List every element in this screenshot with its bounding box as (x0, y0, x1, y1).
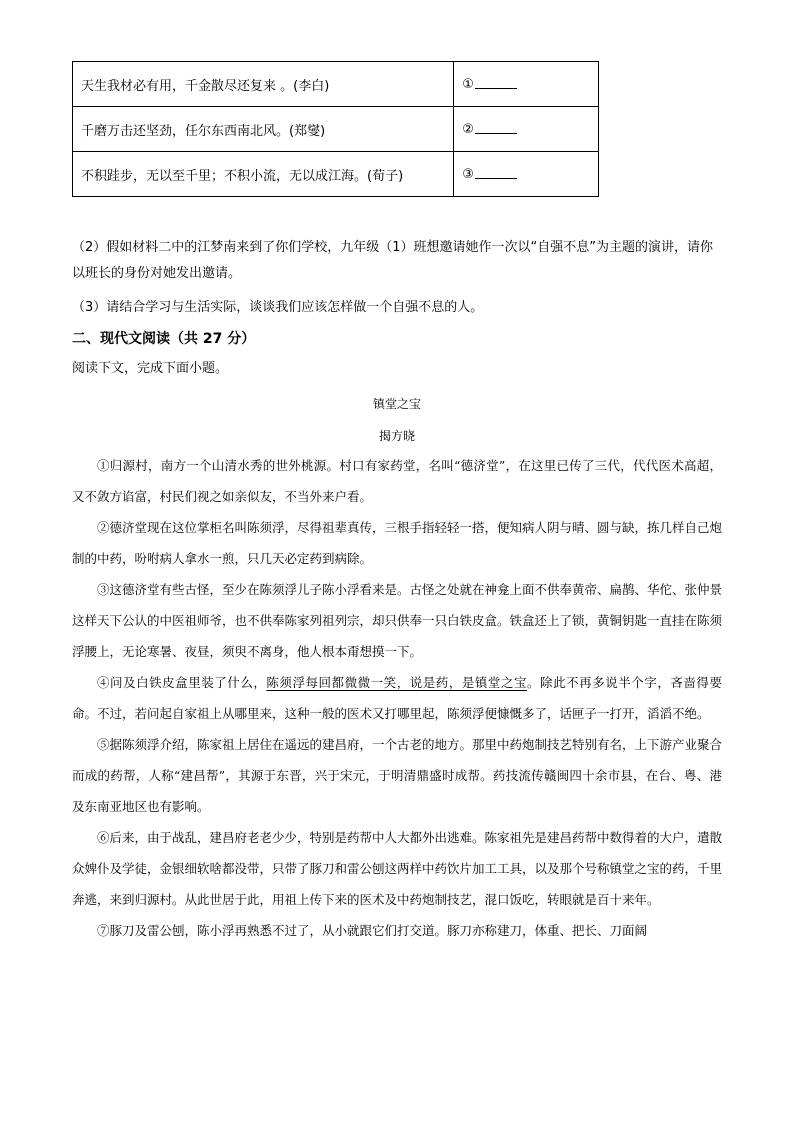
article-body (72, 450, 722, 946)
section-heading: 二、现代文阅读（共 27 分） (72, 331, 256, 347)
paragraph-4-start: ④问及白铁皮盒里装了什么， (97, 675, 267, 690)
answer-blank[interactable] (475, 76, 517, 89)
answer-blank[interactable] (475, 121, 517, 134)
paragraph-7: ⑦豚刀及雷公刨，陈小浮再熟悉不过了，从小就跟它们打交道。豚刀亦称建刀，体重、把长、刀面阔 (97, 923, 648, 938)
quote-cell: 天生我材必有用，千金散尽还复来 。(李白) (73, 62, 454, 107)
question-2: （2）假如材料二中的江梦南来到了你们学校，九年级（1）班想邀请她作一次以“自强不息”为主题的演讲，请你以班长的身份对她发出邀请。 (72, 240, 714, 281)
answer-cell (454, 107, 599, 152)
answer-label: ② (462, 122, 474, 137)
paragraph-1: ①归源村，南方一个山清水秀的世外桃源。村口有家药堂，名叫“德济堂”，在这里已传了三代，代代医术高超，又不敛方谄富，村民们视之如亲似友，不当外来户看。 (72, 458, 722, 504)
paragraph-5: ⑤据陈须浮介绍，陈家祖上居住在遥远的建昌府，一个古老的地方。那里中药炮制技艺特别有名，上下游产业聚合而成的药帮，人称“建昌帮”，其源于东晋，兴于宋元，于明清鼎盛时成帮。药技流传赣闽四十余市县，在台、粤、港及东南亚地区也有影响。 (72, 737, 723, 814)
question-3: （3）请结合学习与生活实际，谈谈我们应该怎样做一个自强不息的人。 (72, 300, 484, 315)
answer-cell (454, 152, 599, 197)
underlined-sentence: 陈须浮每回都微微一笑，说是药，是镇堂之宝 (266, 675, 528, 690)
table-row (73, 62, 599, 107)
paragraph-4-end: 。除此不再多说半个字，吝啬得要命。不过，若问起自家祖上从哪里来，这种一般的医术又打哪里起，陈须浮便慷慨多了，话匣子一打开，滔滔不绝。 (72, 675, 722, 721)
paragraph-6: ⑥后来，由于战乱，建昌府老老少少，特别是药帮中人大都外出逃难。陈家祖先是建昌药帮中数得着的大户，遣散众婢仆及学徒，金银细软啥都没带，只带了豚刀和雷公刨这两样中药饮片加工工具，以及那个号称镇堂之宝的药，千里奔逃，来到归源村。从此世居于此，用祖上传下来的医术及中药炮制技艺，混口饭吃，转眼就是百十来年。 (72, 830, 723, 907)
article-author: 揭方晓 (378, 429, 415, 443)
answer-label: ① (462, 77, 474, 92)
paragraph-2: ②德济堂现在这位掌柜名叫陈须浮，尽得祖辈真传，三根手指轻轻一搭，便知病人阴与晴、圆与缺，拣几样自己炮制的中药，吩咐病人拿水一煎，只几天必定药到病除。 (72, 520, 723, 566)
quotes-table (72, 61, 599, 197)
paragraph-3: ③这德济堂有些古怪，至少在陈须浮儿子陈小浮看来是。古怪之处就在神龛上面不供奉黄帝、扁鹊、华佗、张仲景这样天下公认的中医祖师爷，也不供奉陈家列祖列宗，却只供奉一只白铁皮盒。铁盒还上了锁，黄铜钥匙一直挂在陈须浮腰上，无论寒暑、夜昼，须臾不离身，他人根本甭想摸一下。 (72, 582, 723, 659)
article-title: 镇堂之宝 (372, 397, 421, 411)
table-row (73, 107, 599, 152)
answer-cell (454, 62, 599, 107)
answer-blank[interactable] (475, 166, 517, 179)
table-row (73, 152, 599, 197)
quote-cell: 千磨万击还坚劲，任尔东西南北风。(郑燮) (73, 107, 454, 152)
quote-cell: 不积跬步，无以至千里；不积小流，无以成江海。(荀子) (73, 152, 454, 197)
paragraph-4 (72, 667, 722, 729)
answer-label: ③ (462, 167, 474, 182)
section-instruction: 阅读下文，完成下面小题。 (72, 361, 229, 376)
